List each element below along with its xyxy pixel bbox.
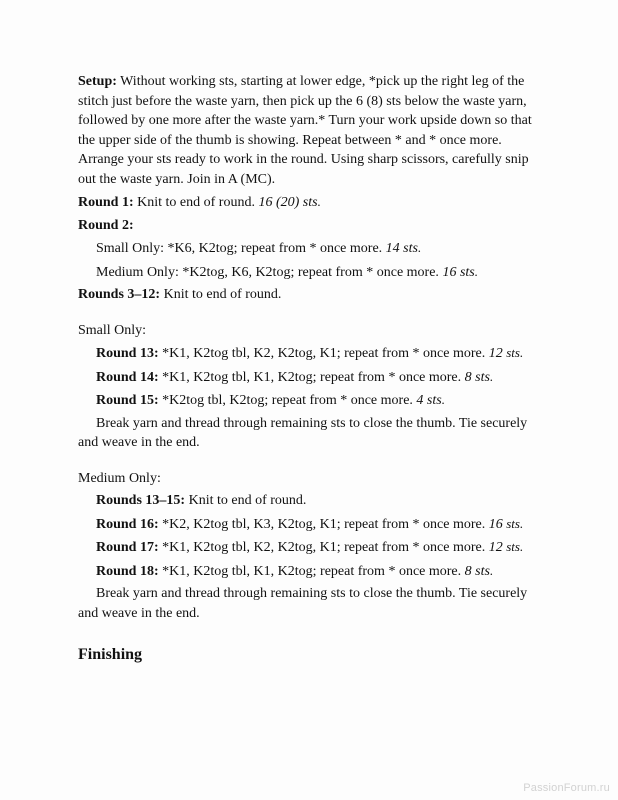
round-2-medium bbox=[78, 262, 546, 283]
round-2-small-text: Small Only: *K6, K2tog; repeat from * once more. bbox=[96, 241, 386, 256]
small-round-13-label: Round 13: bbox=[96, 346, 159, 361]
small-round-15-end: . bbox=[441, 392, 445, 407]
medium-round-17-text: *K1, K2tog tbl, K2, K2tog, K1; repeat from * once more. bbox=[158, 540, 489, 555]
medium-round-16-count: 16 bbox=[488, 516, 503, 532]
setup-paragraph bbox=[78, 72, 546, 189]
rounds-3-12-text: Knit to end of round. bbox=[160, 287, 282, 302]
medium-round-16-end: . bbox=[519, 515, 524, 531]
round-1-label: Round 1: bbox=[78, 195, 134, 210]
small-round-15 bbox=[78, 390, 546, 411]
small-round-13-text: *K1, K2tog tbl, K2, K2tog, K1; repeat from * once more. bbox=[158, 346, 489, 361]
rounds-3-12-label: Rounds 3–12: bbox=[78, 287, 161, 302]
medium-round-18-end: . bbox=[489, 562, 494, 578]
medium-rounds-13-15 bbox=[78, 491, 546, 511]
round-2-medium-text: Medium Only: *K2tog, K6, K2tog; repeat from * once more. bbox=[96, 264, 443, 280]
medium-round-18 bbox=[78, 561, 546, 582]
round-2 bbox=[78, 216, 546, 236]
medium-round-16 bbox=[78, 514, 546, 535]
small-round-13 bbox=[78, 343, 546, 364]
round-2-small bbox=[78, 238, 546, 259]
small-round-14-text: *K1, K2tog tbl, K1, K2tog; repeat from * once more. bbox=[158, 369, 465, 385]
small-round-13-count-unit: sts bbox=[506, 345, 520, 360]
small-round-13-end: . bbox=[519, 345, 524, 360]
round-2-medium-end: . bbox=[474, 263, 478, 279]
small-round-15-label: Round 15: bbox=[96, 393, 159, 408]
small-round-13-count: 12 bbox=[488, 346, 503, 361]
small-round-15-text: *K2tog tbl, K2tog; repeat from * once more. bbox=[158, 393, 417, 408]
medium-round-16-label: Round 16: bbox=[96, 516, 159, 532]
medium-rounds-13-15-text: Knit to end of round. bbox=[185, 493, 307, 508]
round-1-end: . bbox=[317, 194, 321, 209]
medium-round-16-text: *K2, K2tog tbl, K3, K2tog, K1; repeat from * once more. bbox=[158, 516, 489, 532]
watermark: PassionForum.ru bbox=[523, 782, 610, 794]
round-2-label: Round 2: bbox=[78, 217, 134, 233]
medium-round-17-label: Round 17: bbox=[96, 540, 159, 555]
small-round-14-end: . bbox=[489, 368, 494, 384]
medium-finish: Break yarn and thread through remaining sts to close the thumb. Tie securely and weave in the end. bbox=[78, 586, 528, 621]
round-1-count: 16 (20) sts bbox=[258, 195, 318, 210]
medium-round-18-count: 8 sts bbox=[464, 563, 490, 579]
round-1-text: Knit to end of round. bbox=[133, 195, 259, 210]
round-2-small-end: . bbox=[417, 240, 422, 255]
setup-text: Without working sts, starting at lower edge, *pick up the right leg of the stitch just before the waste yarn, then pick up the 6 (8) sts below the waste yarn, followed by one more after the waste yarn.* Turn your work upside down so that the upper side of the thumb is showing. Repeat between * and * once more. Arrange your sts ready to work in the round. Using sharp scissors, carefully snip out the waste yarn. Join in A (MC). bbox=[78, 74, 532, 187]
small-only-heading: Small Only: bbox=[78, 322, 147, 338]
medium-round-17 bbox=[78, 537, 546, 558]
medium-rounds-13-15-label: Rounds 13–15: bbox=[96, 493, 186, 508]
medium-round-18-text: *K1, K2tog tbl, K1, K2tog; repeat from * once more. bbox=[158, 563, 465, 579]
small-round-14-count: 8 sts bbox=[464, 369, 490, 385]
round-1 bbox=[78, 192, 546, 213]
medium-round-16-count-unit: sts bbox=[506, 515, 520, 531]
small-round-14 bbox=[78, 367, 546, 388]
small-round-14-label: Round 14: bbox=[96, 369, 159, 385]
medium-round-18-label: Round 18: bbox=[96, 563, 159, 579]
round-2-medium-count: 16 sts bbox=[442, 264, 475, 280]
rounds-3-12 bbox=[78, 285, 546, 305]
setup-label: Setup: bbox=[78, 74, 117, 89]
small-round-15-count: 4 sts bbox=[416, 393, 442, 408]
medium-round-17-count-unit: sts bbox=[506, 539, 520, 554]
medium-only-heading: Medium Only: bbox=[78, 470, 161, 486]
medium-round-17-count: 12 bbox=[488, 540, 503, 555]
pattern-page bbox=[78, 72, 546, 665]
round-2-small-count: 14 sts bbox=[385, 241, 418, 256]
finishing-heading: Finishing bbox=[78, 646, 143, 663]
medium-round-17-end: . bbox=[519, 539, 524, 554]
small-finish: Break yarn and thread through remaining sts to close the thumb. Tie securely and weave in the end. bbox=[78, 415, 528, 450]
